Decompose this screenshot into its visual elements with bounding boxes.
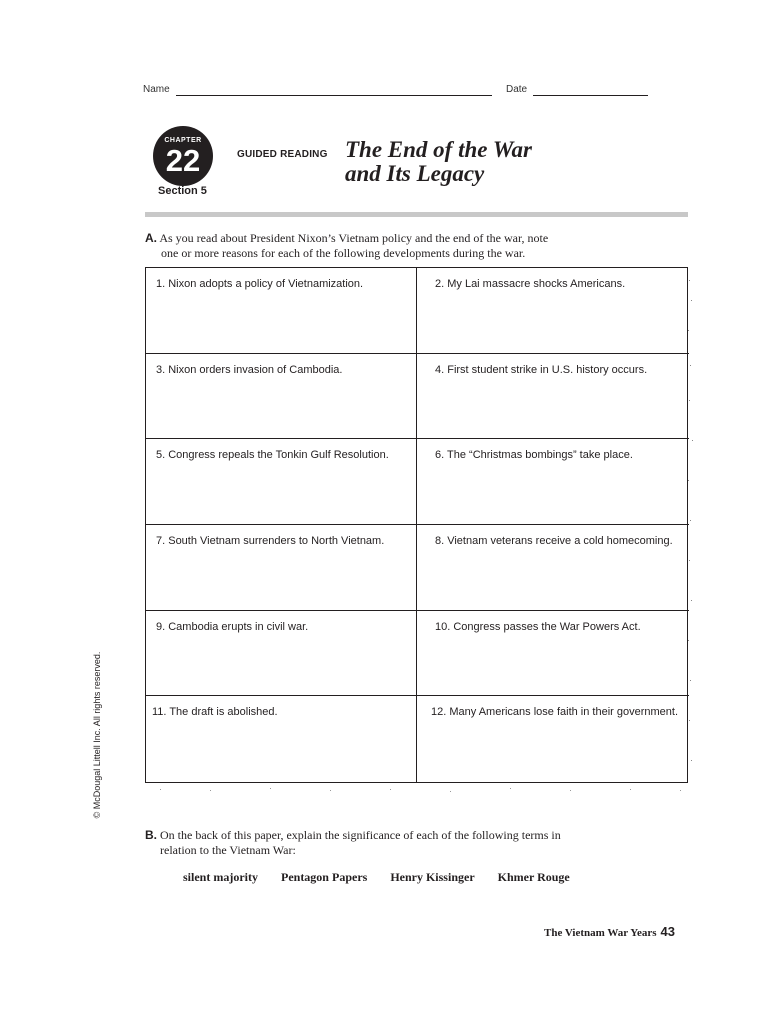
part-b-instructions — [145, 828, 585, 858]
chapter-badge — [153, 126, 213, 186]
scan-speckle-bottom — [150, 786, 690, 794]
part-a-label: A. — [145, 231, 157, 245]
answer-cell-12[interactable]: 12. Many Americans lose faith in their government. — [431, 706, 679, 719]
answer-cell-1[interactable]: 1. Nixon adopts a policy of Vietnamization. — [146, 268, 417, 354]
term-item: Khmer Rouge — [497, 870, 570, 884]
answer-cell-9[interactable]: 9. Cambodia erupts in civil war. — [146, 611, 417, 697]
part-b-line2: relation to the Vietnam War: — [160, 843, 296, 857]
answer-cell-2[interactable]: 2. My Lai massacre shocks Americans. — [417, 268, 689, 354]
term-item: Pentagon Papers — [280, 870, 368, 884]
part-b-line1: On the back of this paper, explain the significance of each of the following terms in — [160, 828, 561, 842]
chapter-number: 22 — [165, 143, 201, 178]
answer-grid — [145, 267, 688, 783]
term-item: Henry Kissinger — [390, 870, 475, 884]
name-label: Name — [143, 84, 170, 95]
date-field[interactable] — [533, 95, 648, 96]
answer-cell-11[interactable]: 11. The draft is abolished. — [146, 696, 417, 782]
name-field[interactable] — [176, 95, 492, 96]
part-b-label: B. — [145, 828, 157, 842]
scan-speckle-right — [686, 270, 696, 790]
answer-cell-6[interactable]: 6. The “Christmas bombings” take place. — [417, 439, 689, 525]
term-item: silent majority — [183, 870, 258, 884]
guided-reading-label: GUIDED READING — [237, 149, 328, 160]
answer-cell-10[interactable]: 10. Congress passes the War Powers Act. — [417, 611, 689, 697]
page-footer — [544, 924, 675, 939]
part-a-line1: As you read about President Nixon’s Vietnam policy and the end of the war, note — [159, 231, 549, 245]
chapter-label: CHAPTER — [164, 137, 202, 144]
footer-title: The Vietnam War Years — [544, 927, 657, 939]
section-label: Section 5 — [158, 185, 207, 197]
answer-cell-4[interactable]: 4. First student strike in U.S. history occurs. — [417, 354, 689, 440]
date-label: Date — [506, 84, 528, 95]
answer-cell-3[interactable]: 3. Nixon orders invasion of Cambodia. — [146, 354, 417, 440]
header-rule — [145, 212, 688, 217]
answer-cell-5[interactable]: 5. Congress repeals the Tonkin Gulf Resolution. — [146, 439, 417, 525]
answer-cell-7[interactable]: 7. South Vietnam surrenders to North Vietnam. — [146, 525, 417, 611]
page-number: 43 — [660, 924, 676, 939]
page-title-line1: The End of the War — [345, 137, 533, 162]
terms-list — [183, 870, 590, 885]
part-a-instructions — [145, 231, 565, 261]
part-a-line2: one or more reasons for each of the following developments during the war. — [161, 246, 526, 260]
answer-cell-8[interactable]: 8. Vietnam veterans receive a cold homecoming. — [417, 525, 689, 611]
copyright-notice: © McDougal Littell Inc. All rights reserved. — [92, 651, 102, 819]
page-title-line2: and Its Legacy — [345, 161, 485, 186]
